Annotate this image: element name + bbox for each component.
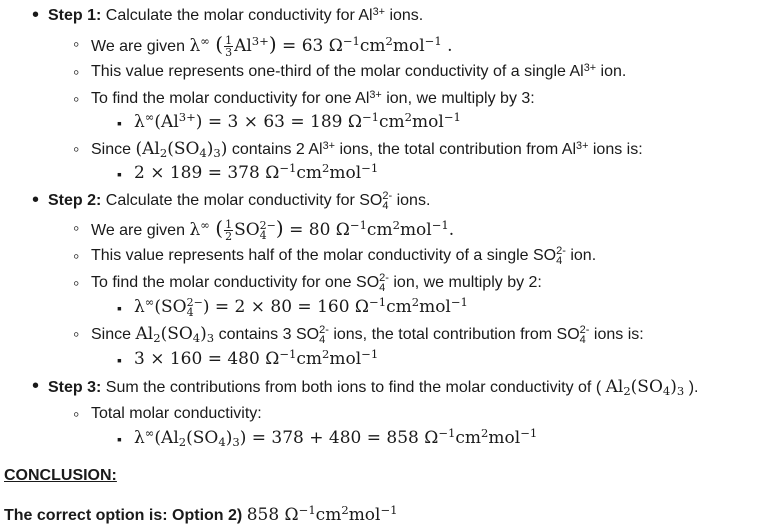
step3-total: Total molar conductivity: <box>91 405 262 422</box>
step3-total-bullet <box>73 404 79 426</box>
step2-eq2: 3 × 160 = 480 $\Omega^{-1}cm^2mol^{-1}$ <box>134 347 379 369</box>
step1-given-eq: λ∞ ( $\frac{1}{3}$ $Al^{3+}) = 63$ $\Omega^{-1}cm^2mol^{-1}$ . <box>189 32 453 59</box>
step1-eq2-bullet <box>117 164 122 185</box>
step1-eq2: 2 × 189 = 378 $\Omega^{-1}cm^2mol^{-1}$ <box>134 161 379 183</box>
answer-label: The correct option is: Option 2) <box>4 507 243 524</box>
step2-find-bullet <box>73 273 79 295</box>
step1-label: Step 1: <box>48 7 102 24</box>
step2-line <box>48 191 430 211</box>
step2-eq2-bullet <box>117 350 122 371</box>
step2-given-bullet <box>73 218 79 240</box>
step1-represents-bullet <box>73 62 79 84</box>
step2-since-bullet <box>73 324 79 346</box>
step1-find: To find the molar conductivity for one $Al^{3+}$ ion, we multiply by 3: <box>91 88 535 107</box>
conclusion-heading: CONCLUSION: <box>4 467 117 484</box>
step1-eq1-bullet <box>117 113 122 134</box>
step2-given-text: We are given <box>91 222 185 239</box>
step1-eq1: $\lambda^\infty(Al^{3+}) = 3 \times 63 = 189$ $\Omega^{-1}cm^2mol^{-1}$ <box>134 110 461 132</box>
step1-given-bullet <box>73 34 79 56</box>
step2-label: Step 2: <box>48 192 102 210</box>
step3-eq-bullet <box>117 429 122 450</box>
step2-given-eq: λ∞ ( $\frac{1}{2}$ SO 2− 4 ) = 80 $\Omega^{-1}cm^2mol^{-1}$. <box>189 216 455 243</box>
step1-given-line <box>91 34 453 58</box>
step2-since: Since $Al_2(SO_4)_3$ contains 3 SO 2- 4 ions, the total contribution from SO 2- 4 ions is: <box>91 323 644 346</box>
step3-label: Step 3: <box>48 379 102 396</box>
step2-represents: This value represents half of the molar conductivity of a single SO 2- 4 ion. <box>91 245 597 267</box>
step2-find: To find the molar conductivity for one SO 2- 4 ion, we multiply by 2: <box>91 272 542 294</box>
answer-value: 858 $\Omega^{-1}cm^2mol^{-1}$ <box>246 503 398 525</box>
step3-eq: $\lambda^\infty(Al_2(SO_4)_3) = 378 + 480 = 858$ $\Omega^{-1}cm^2mol^{-1}$ <box>134 426 538 450</box>
step3-line <box>48 377 698 398</box>
step3-bullet <box>32 376 39 398</box>
step1-line <box>48 6 423 26</box>
step2-text: Calculate the molar conductivity for SO 2- 4 ions. <box>105 190 431 212</box>
step3-text: Sum the contributions from both ions to find the molar conductivity of ( $Al_2(SO_4)_3$ ). <box>105 377 699 399</box>
step2-given-line <box>91 218 454 242</box>
step1-given-text: We are given <box>91 38 185 55</box>
step2-eq1-bullet <box>117 298 122 319</box>
step1-since-bullet <box>73 139 79 161</box>
step1-represents: This value represents one-third of the molar conductivity of a single $Al^{3+}$ ion. <box>91 61 627 80</box>
step1-text: Calculate the molar conductivity for $Al^{3+}$ ions. <box>105 5 424 24</box>
step1-bullet <box>32 5 39 27</box>
final-answer <box>4 505 398 526</box>
step2-eq1: λ∞(SO 2− 4 ) = 2 × 80 = 160 $\Omega^{-1}cm^2mol^{-1}$ <box>134 295 468 319</box>
step2-represents-bullet <box>73 246 79 268</box>
step1-find-bullet <box>73 89 79 111</box>
step1-since: Since $(Al_2(SO_4)_3)$ contains 2 $Al^{3+}$ ions, the total contribution from $Al^{3+}$ ions is: <box>91 139 643 161</box>
step2-bullet <box>32 190 39 212</box>
